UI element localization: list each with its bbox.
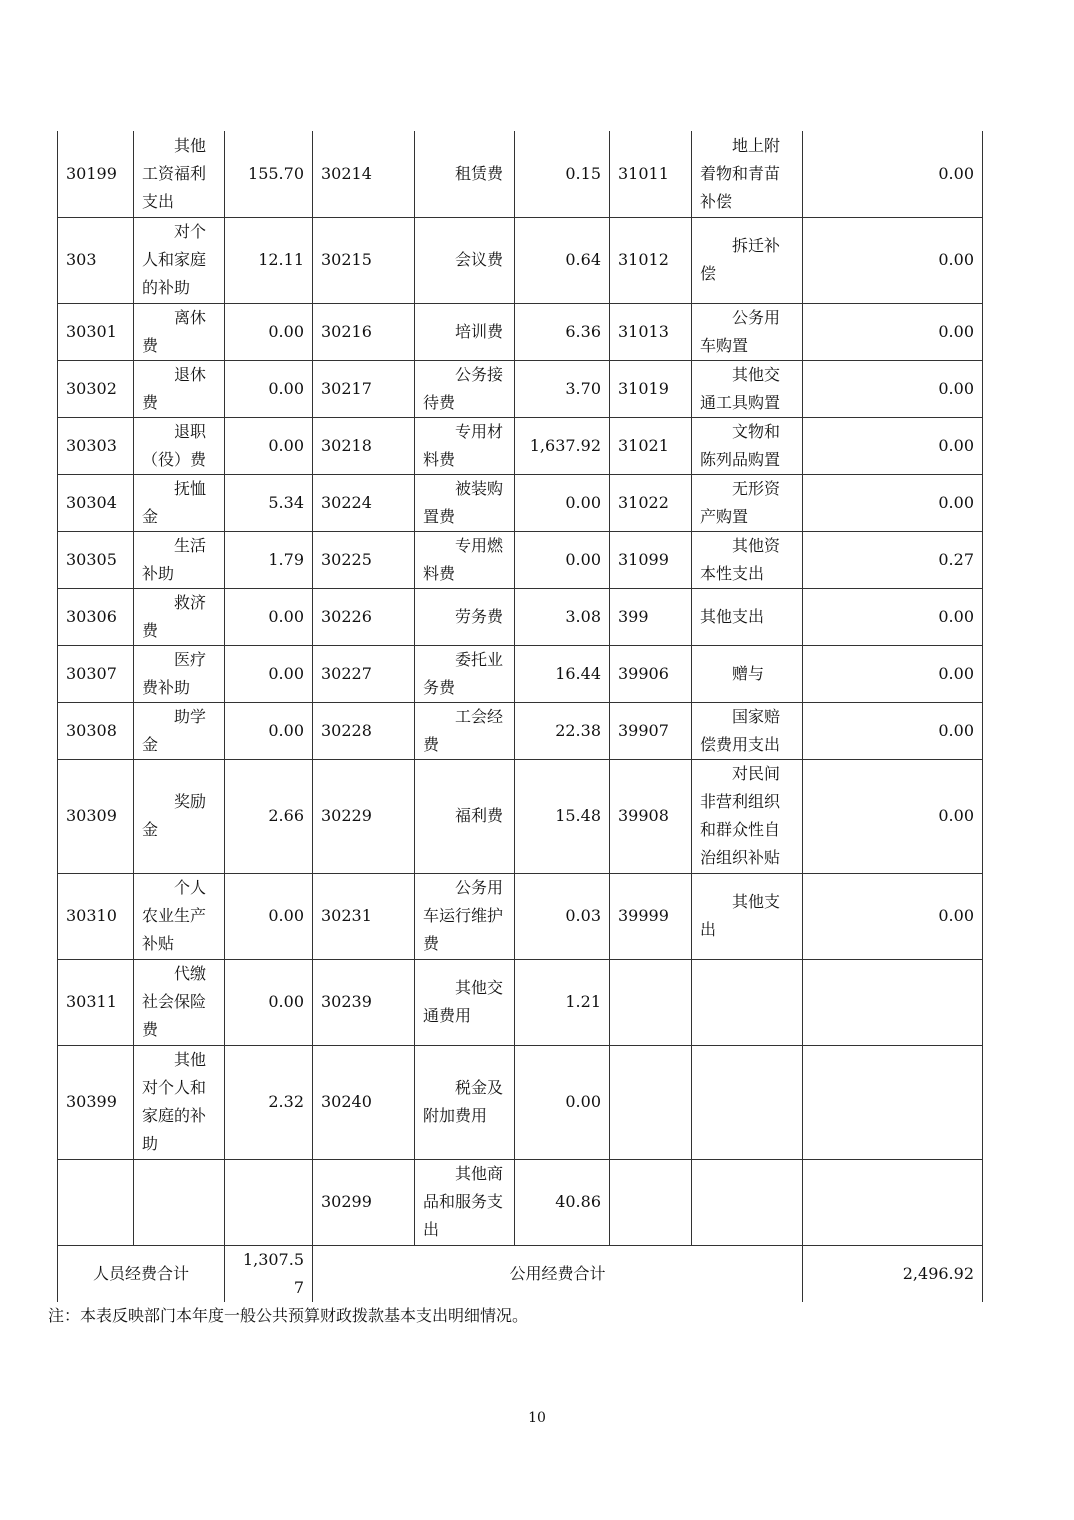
code-cell: 30240 — [313, 1045, 415, 1159]
name-cell: 拆迁补偿 — [692, 217, 803, 303]
value-cell: 0.00 — [803, 702, 983, 759]
code-cell — [610, 959, 692, 1045]
name-cell: 委托业务费 — [415, 645, 515, 702]
name-cell: 退休费 — [134, 360, 225, 417]
value-cell: 0.00 — [803, 131, 983, 217]
name-cell: 其他资本性支出 — [692, 531, 803, 588]
value-cell: 0.00 — [225, 303, 313, 360]
table-row — [58, 474, 983, 531]
name-cell: 被装购置费 — [415, 474, 515, 531]
code-cell: 31011 — [610, 131, 692, 217]
value-cell: 2.32 — [225, 1045, 313, 1159]
value-cell: 0.00 — [225, 645, 313, 702]
code-cell: 30214 — [313, 131, 415, 217]
value-cell: 0.27 — [803, 531, 983, 588]
code-cell: 31022 — [610, 474, 692, 531]
name-cell: 其他商品和服务支出 — [415, 1159, 515, 1245]
code-cell: 30215 — [313, 217, 415, 303]
name-cell — [134, 1159, 225, 1245]
value-cell: 0.00 — [803, 360, 983, 417]
code-cell: 30311 — [58, 959, 134, 1045]
name-cell: 劳务费 — [415, 588, 515, 645]
name-cell: 租赁费 — [415, 131, 515, 217]
value-cell: 0.00 — [225, 702, 313, 759]
value-cell — [225, 1159, 313, 1245]
value-cell: 0.00 — [225, 873, 313, 959]
code-cell: 31099 — [610, 531, 692, 588]
value-cell: 0.00 — [515, 1045, 610, 1159]
value-cell: 0.00 — [803, 417, 983, 474]
value-cell: 0.00 — [225, 360, 313, 417]
budget-detail-table — [57, 131, 983, 1302]
value-cell: 0.00 — [803, 873, 983, 959]
code-cell: 30308 — [58, 702, 134, 759]
code-cell: 30217 — [313, 360, 415, 417]
name-cell: 离休费 — [134, 303, 225, 360]
code-cell: 31021 — [610, 417, 692, 474]
code-cell: 30218 — [313, 417, 415, 474]
value-cell: 15.48 — [515, 759, 610, 873]
value-cell — [803, 1159, 983, 1245]
code-cell: 30225 — [313, 531, 415, 588]
code-cell: 30228 — [313, 702, 415, 759]
name-cell: 地上附着物和青苗补偿 — [692, 131, 803, 217]
value-cell — [803, 959, 983, 1045]
value-cell: 12.11 — [225, 217, 313, 303]
table-row — [58, 702, 983, 759]
name-cell: 税金及附加费用 — [415, 1045, 515, 1159]
code-cell: 30302 — [58, 360, 134, 417]
value-cell: 6.36 — [515, 303, 610, 360]
name-cell: 其他交通工具购置 — [692, 360, 803, 417]
value-cell: 40.86 — [515, 1159, 610, 1245]
name-cell: 其他对个人和家庭的补助 — [134, 1045, 225, 1159]
personnel-total-value: 1,307.57 — [225, 1245, 313, 1302]
code-cell: 30224 — [313, 474, 415, 531]
code-cell: 39908 — [610, 759, 692, 873]
code-cell: 30310 — [58, 873, 134, 959]
name-cell: 福利费 — [415, 759, 515, 873]
value-cell — [803, 1045, 983, 1159]
value-cell: 22.38 — [515, 702, 610, 759]
table-row — [58, 759, 983, 873]
code-cell: 30231 — [313, 873, 415, 959]
value-cell: 0.00 — [225, 588, 313, 645]
table-row — [58, 588, 983, 645]
value-cell: 0.00 — [225, 417, 313, 474]
name-cell: 助学金 — [134, 702, 225, 759]
value-cell: 3.70 — [515, 360, 610, 417]
value-cell: 0.00 — [515, 531, 610, 588]
code-cell: 39999 — [610, 873, 692, 959]
code-cell: 30304 — [58, 474, 134, 531]
code-cell: 31012 — [610, 217, 692, 303]
value-cell: 0.00 — [803, 645, 983, 702]
name-cell: 公务用车购置 — [692, 303, 803, 360]
name-cell: 生活补助 — [134, 531, 225, 588]
code-cell — [610, 1045, 692, 1159]
table-row — [58, 959, 983, 1045]
table-row — [58, 873, 983, 959]
code-cell: 39906 — [610, 645, 692, 702]
value-cell: 2.66 — [225, 759, 313, 873]
value-cell: 3.08 — [515, 588, 610, 645]
code-cell: 30226 — [313, 588, 415, 645]
public-total-value: 2,496.92 — [803, 1245, 983, 1302]
name-cell: 公务用车运行维护费 — [415, 873, 515, 959]
name-cell: 会议费 — [415, 217, 515, 303]
table-row — [58, 417, 983, 474]
code-cell: 30301 — [58, 303, 134, 360]
name-cell: 赠与 — [692, 645, 803, 702]
name-cell: 抚恤金 — [134, 474, 225, 531]
name-cell: 代缴社会保险费 — [134, 959, 225, 1045]
name-cell — [692, 1045, 803, 1159]
value-cell: 0.15 — [515, 131, 610, 217]
public-total-label: 公用经费合计 — [313, 1245, 803, 1302]
table-row — [58, 303, 983, 360]
code-cell: 30239 — [313, 959, 415, 1045]
table-row — [58, 131, 983, 217]
value-cell: 1.21 — [515, 959, 610, 1045]
name-cell — [692, 1159, 803, 1245]
name-cell: 工会经费 — [415, 702, 515, 759]
code-cell: 30309 — [58, 759, 134, 873]
value-cell: 5.34 — [225, 474, 313, 531]
name-cell: 专用燃料费 — [415, 531, 515, 588]
name-cell: 个人农业生产补贴 — [134, 873, 225, 959]
code-cell: 30229 — [313, 759, 415, 873]
value-cell: 0.00 — [803, 474, 983, 531]
value-cell: 0.03 — [515, 873, 610, 959]
value-cell: 0.00 — [803, 217, 983, 303]
value-cell: 155.70 — [225, 131, 313, 217]
name-cell — [692, 959, 803, 1045]
code-cell: 30303 — [58, 417, 134, 474]
code-cell: 39907 — [610, 702, 692, 759]
name-cell: 培训费 — [415, 303, 515, 360]
code-cell: 31013 — [610, 303, 692, 360]
name-cell: 奖励金 — [134, 759, 225, 873]
value-cell: 0.00 — [225, 959, 313, 1045]
code-cell — [58, 1159, 134, 1245]
code-cell: 30399 — [58, 1045, 134, 1159]
name-cell: 其他支出 — [692, 588, 803, 645]
name-cell: 救济费 — [134, 588, 225, 645]
code-cell: 30216 — [313, 303, 415, 360]
value-cell: 0.00 — [803, 759, 983, 873]
code-cell: 399 — [610, 588, 692, 645]
name-cell: 对个人和家庭的补助 — [134, 217, 225, 303]
name-cell: 文物和陈列品购置 — [692, 417, 803, 474]
page-number: 10 — [528, 1410, 546, 1426]
code-cell — [610, 1159, 692, 1245]
name-cell: 无形资产购置 — [692, 474, 803, 531]
code-cell: 31019 — [610, 360, 692, 417]
table-row — [58, 217, 983, 303]
table-body — [58, 131, 983, 1302]
table-row — [58, 645, 983, 702]
value-cell: 16.44 — [515, 645, 610, 702]
code-cell: 30299 — [313, 1159, 415, 1245]
name-cell: 专用材料费 — [415, 417, 515, 474]
table-row — [58, 531, 983, 588]
table-note: 注：本表反映部门本年度一般公共预算财政拨款基本支出明细情况。 — [48, 1306, 529, 1325]
table-row — [58, 1159, 983, 1245]
name-cell: 国家赔偿费用支出 — [692, 702, 803, 759]
name-cell: 医疗费补助 — [134, 645, 225, 702]
name-cell: 其他交通费用 — [415, 959, 515, 1045]
code-cell: 303 — [58, 217, 134, 303]
code-cell: 30199 — [58, 131, 134, 217]
name-cell: 其他工资福利支出 — [134, 131, 225, 217]
name-cell: 其他支出 — [692, 873, 803, 959]
value-cell: 0.00 — [803, 303, 983, 360]
value-cell: 1,637.92 — [515, 417, 610, 474]
code-cell: 30306 — [58, 588, 134, 645]
name-cell: 退职（役）费 — [134, 417, 225, 474]
code-cell: 30227 — [313, 645, 415, 702]
code-cell: 30305 — [58, 531, 134, 588]
name-cell: 公务接待费 — [415, 360, 515, 417]
value-cell: 0.00 — [803, 588, 983, 645]
name-cell: 对民间非营利组织和群众性自治组织补贴 — [692, 759, 803, 873]
value-cell: 0.64 — [515, 217, 610, 303]
code-cell: 30307 — [58, 645, 134, 702]
value-cell: 0.00 — [515, 474, 610, 531]
table-row — [58, 1045, 983, 1159]
personnel-total-label: 人员经费合计 — [58, 1245, 225, 1302]
value-cell: 1.79 — [225, 531, 313, 588]
table-row — [58, 360, 983, 417]
totals-row — [58, 1245, 983, 1302]
